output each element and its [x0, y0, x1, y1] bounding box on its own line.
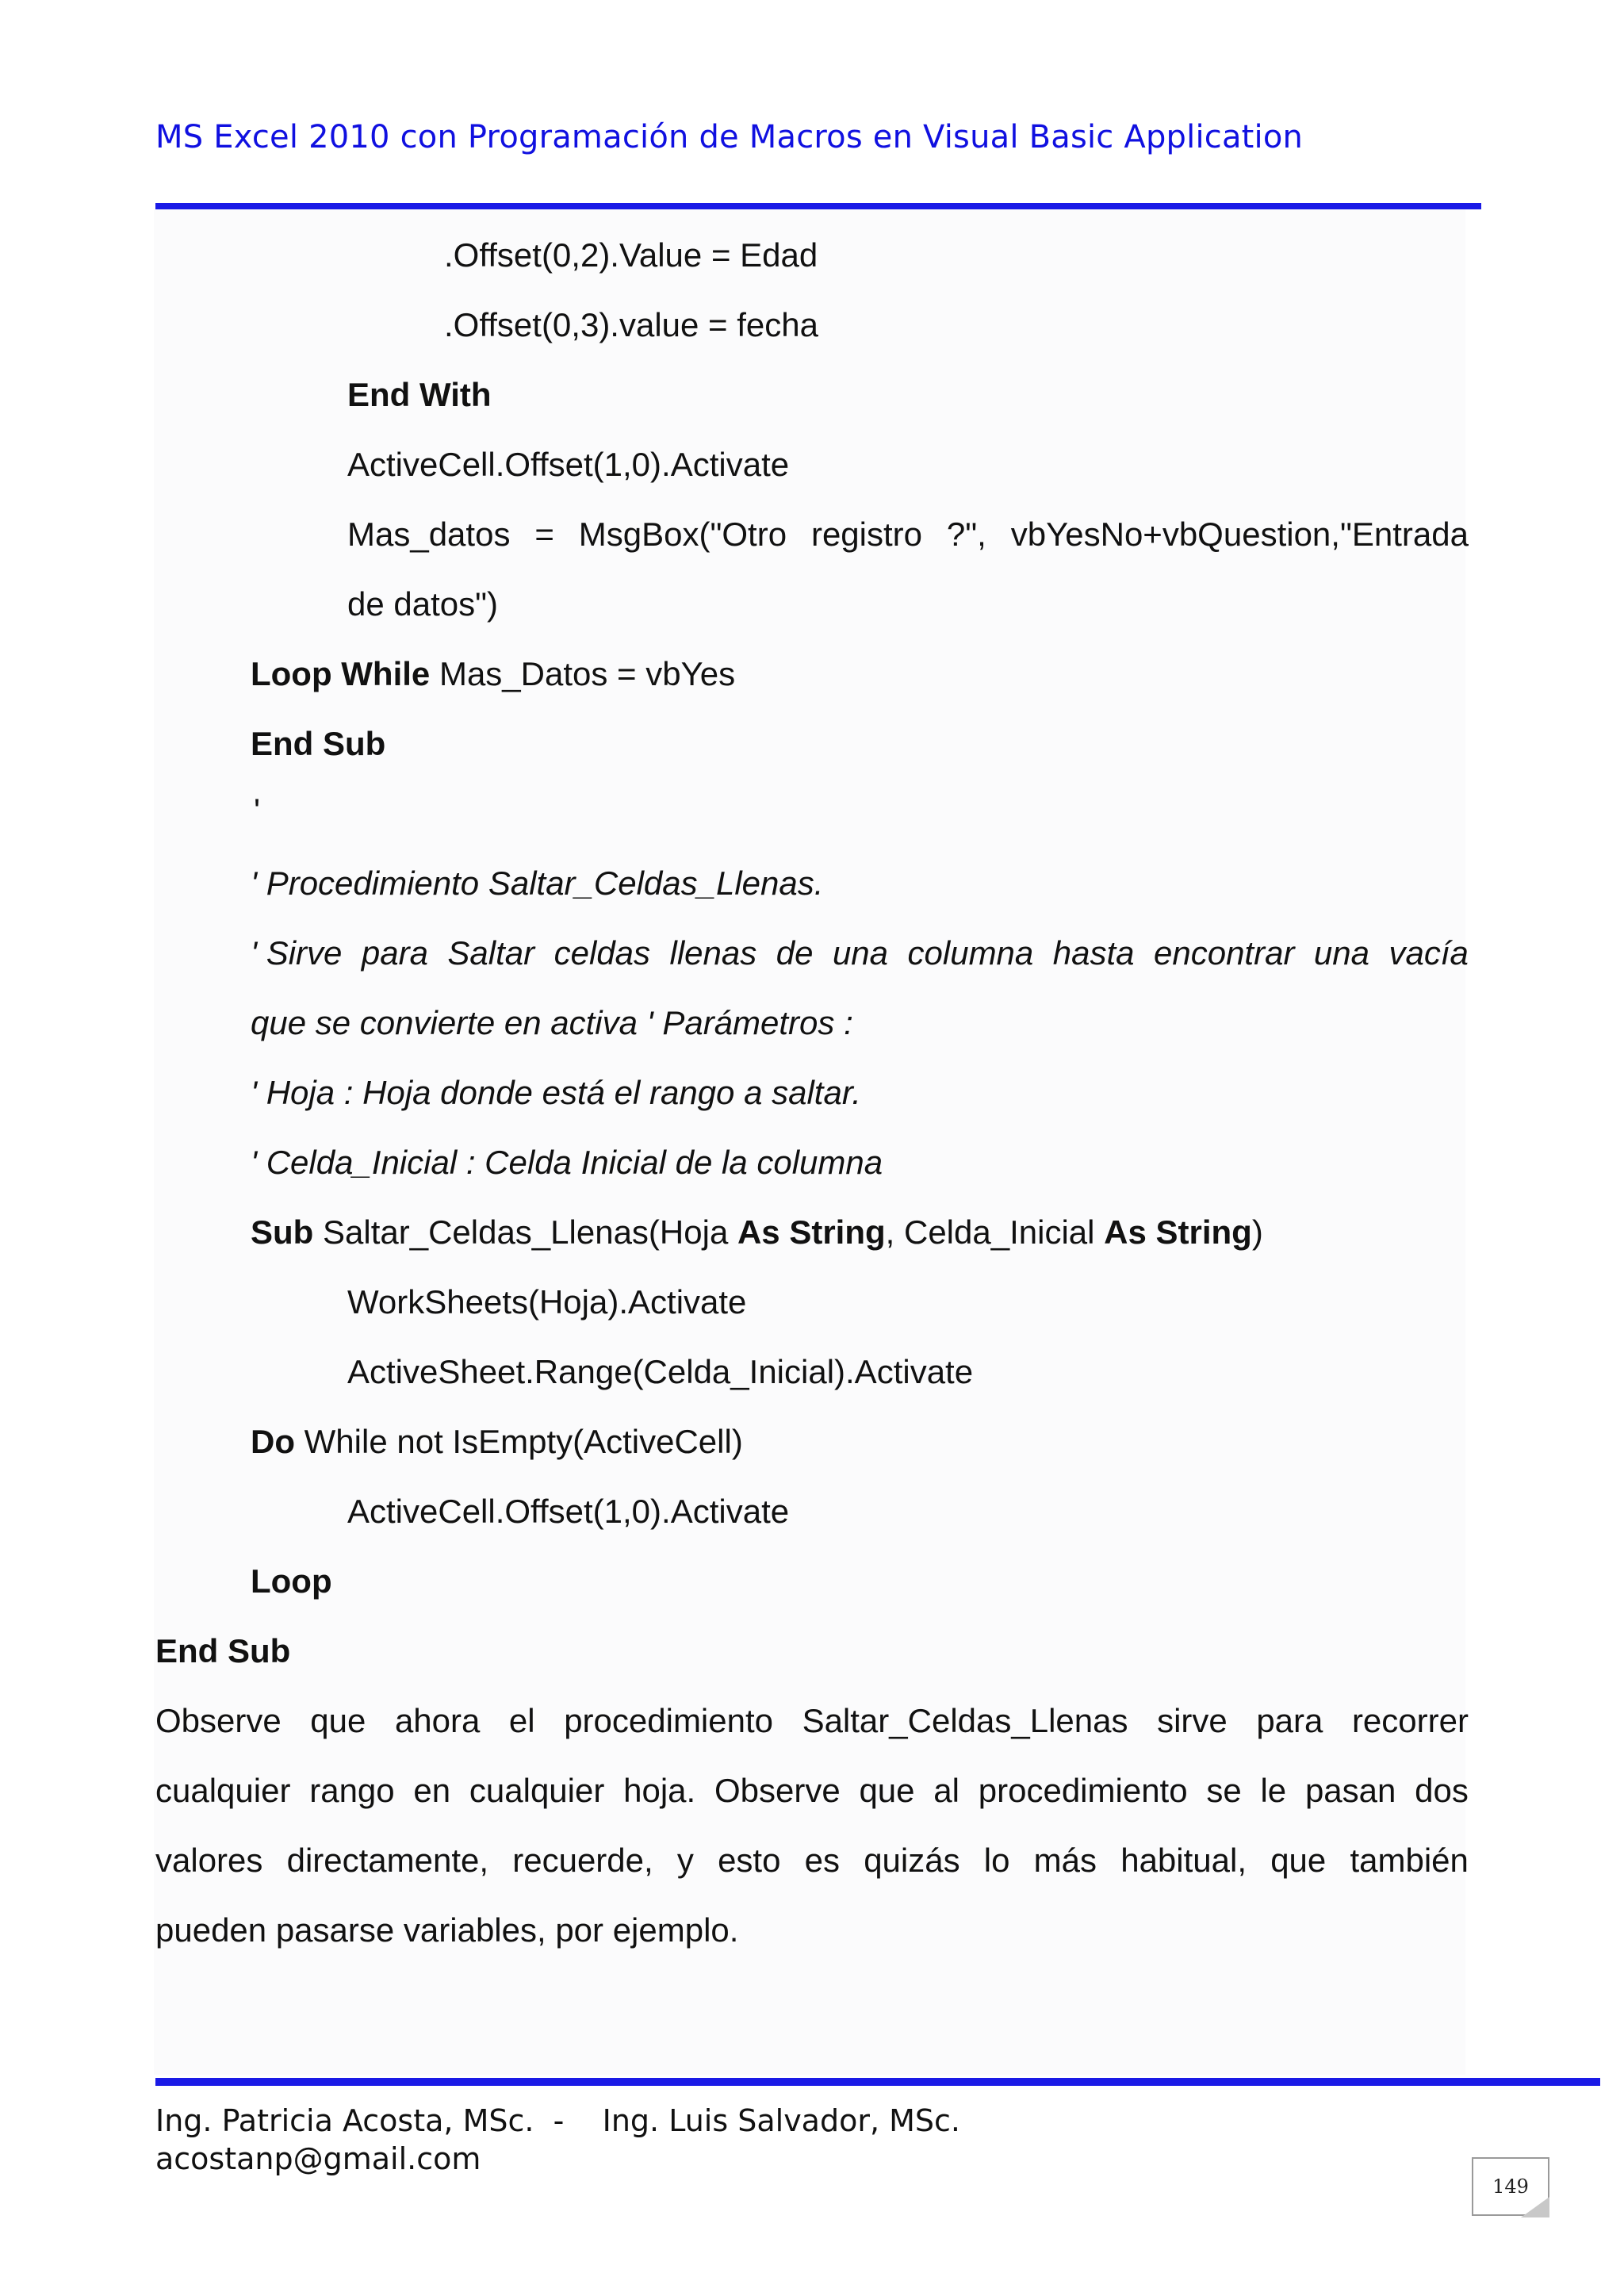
- comment-purpose-cont: que se convierte en activa ' Parámetros :: [251, 1004, 853, 1041]
- word: procedimiento: [564, 1702, 773, 1739]
- code-line-end-sub: [251, 723, 385, 765]
- word: encontrar: [1154, 934, 1295, 972]
- word: quizás: [864, 1842, 960, 1879]
- word: vbYesNo+vbQuestion,"Entrada: [1010, 516, 1469, 553]
- code-line-activesheet-range: ActiveSheet.Range(Celda_Inicial).Activate: [347, 1353, 974, 1390]
- keyword-end-sub: End Sub: [155, 1632, 291, 1669]
- loop-while-condition: Mas_Datos = vbYes: [430, 655, 736, 692]
- word: pasan: [1304, 1772, 1396, 1809]
- word: que: [1270, 1842, 1327, 1879]
- word: ' Sirve: [251, 934, 343, 972]
- keyword-loop: Loop: [251, 1562, 332, 1600]
- word: que: [310, 1702, 366, 1739]
- word: valores: [155, 1842, 263, 1879]
- word: recorrer: [1351, 1702, 1469, 1739]
- word: registro: [810, 516, 923, 553]
- code-line-msgbox-cont: de datos"): [347, 585, 499, 623]
- keyword-end-with: End With: [347, 376, 492, 413]
- word: una: [832, 934, 889, 972]
- word: MsgBox("Otro: [578, 516, 787, 553]
- word: hoja.: [623, 1772, 696, 1809]
- running-header-title: MS Excel 2010 con Programación de Macros en Visual Basic Application: [155, 119, 1304, 155]
- word: el: [508, 1702, 535, 1739]
- word: sirve: [1157, 1702, 1228, 1739]
- word: columna: [907, 934, 1034, 972]
- header-rule: [155, 203, 1481, 209]
- code-line-end-sub-final: [155, 1631, 290, 1672]
- keyword-sub: Sub: [251, 1213, 314, 1251]
- paragraph-line-4: pueden pasarse variables, por ejemplo.: [155, 1911, 739, 1949]
- word: celdas: [553, 934, 651, 972]
- code-line-sub-declaration: [251, 1212, 1263, 1253]
- page-number: 149: [1492, 2175, 1529, 2198]
- footer-email: acostanp@gmail.com: [155, 2141, 481, 2176]
- comment-procedure-name: ' Procedimiento Saltar_Celdas_Llenas.: [251, 864, 824, 902]
- word: Mas_datos: [347, 516, 511, 553]
- word: recuerde,: [512, 1842, 653, 1879]
- word: procedimiento: [978, 1772, 1188, 1809]
- code-line-do-while: [251, 1421, 743, 1462]
- word: esto: [718, 1842, 781, 1879]
- comment-param-hoja: ' Hoja : Hoja donde está el rango a saltar.: [251, 1074, 861, 1111]
- do-while-condition: While not IsEmpty(ActiveCell): [295, 1423, 743, 1460]
- page-fold-corner: [1521, 2197, 1549, 2217]
- word: es: [804, 1842, 840, 1879]
- word: ahora: [394, 1702, 481, 1739]
- word: habitual,: [1120, 1842, 1247, 1879]
- code-line-offset-edad: .Offset(0,2).Value = Edad: [444, 236, 818, 274]
- footer-authors: Ing. Patricia Acosta, MSc. - Ing. Luis Salvador, MSc.: [155, 2103, 960, 2138]
- code-line-activecell-offset-2: ActiveCell.Offset(1,0).Activate: [347, 1493, 790, 1530]
- word: directamente,: [286, 1842, 489, 1879]
- word: Saltar: [447, 934, 535, 972]
- code-line-offset-fecha: .Offset(0,3).value = fecha: [444, 306, 818, 343]
- word: para: [1256, 1702, 1323, 1739]
- word: más: [1033, 1842, 1097, 1879]
- code-line-worksheets: WorkSheets(Hoja).Activate: [347, 1283, 747, 1320]
- word: hasta: [1052, 934, 1135, 972]
- paragraph-line-1: [155, 1700, 1469, 1742]
- keyword-as-string: As String: [1104, 1213, 1252, 1251]
- sub-signature-part: , Celda_Inicial: [885, 1213, 1105, 1251]
- word: vacía: [1388, 934, 1469, 972]
- word: una: [1313, 934, 1369, 972]
- word: y: [676, 1842, 694, 1879]
- word: cualquier: [155, 1772, 291, 1809]
- word: también: [1350, 1842, 1469, 1879]
- paragraph-line-2: [155, 1770, 1469, 1811]
- code-line-activecell-offset: ActiveCell.Offset(1,0).Activate: [347, 446, 790, 483]
- keyword-loop-while: Loop While: [251, 655, 431, 692]
- word: que: [859, 1772, 915, 1809]
- keyword-as-string: As String: [737, 1213, 886, 1251]
- word: le: [1260, 1772, 1287, 1809]
- word: cualquier: [469, 1772, 605, 1809]
- word: Observe: [714, 1772, 841, 1809]
- comment-param-celda: ' Celda_Inicial : Celda Inicial de la columna: [251, 1144, 883, 1181]
- word: de: [776, 934, 814, 972]
- code-line-loop: [251, 1561, 332, 1602]
- keyword-end-sub: End Sub: [251, 725, 386, 762]
- sub-signature-part: ): [1251, 1213, 1263, 1251]
- word: =: [534, 516, 554, 553]
- code-line-loop-while: [251, 654, 735, 695]
- code-line-comment-mark: ': [254, 792, 261, 829]
- word: Observe: [155, 1702, 282, 1739]
- comment-purpose-line: [251, 933, 1469, 974]
- word: se: [1206, 1772, 1242, 1809]
- code-line-msgbox: [347, 514, 1469, 555]
- word: ?",: [946, 516, 986, 553]
- keyword-do: Do: [251, 1423, 295, 1460]
- word: dos: [1415, 1772, 1469, 1809]
- paragraph-line-3: [155, 1840, 1469, 1881]
- word: en: [413, 1772, 451, 1809]
- word: lo: [983, 1842, 1010, 1879]
- word: Saltar_Celdas_Llenas: [802, 1702, 1128, 1739]
- word: llenas: [669, 934, 757, 972]
- code-line-end-with: [347, 374, 492, 416]
- word: para: [361, 934, 428, 972]
- footer-rule: [155, 2078, 1600, 2086]
- sub-signature-part: Saltar_Celdas_Llenas(Hoja: [313, 1213, 737, 1251]
- word: al: [933, 1772, 959, 1809]
- word: rango: [309, 1772, 395, 1809]
